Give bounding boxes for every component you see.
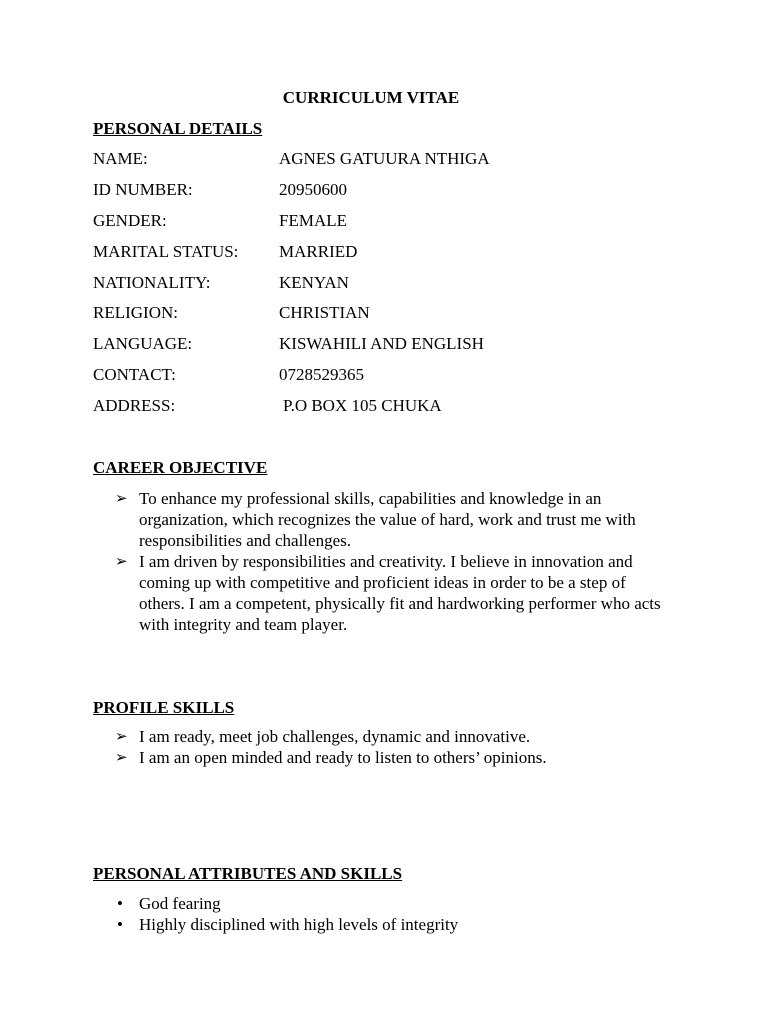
personal-attributes-list [115, 893, 675, 935]
arrow-bullet-icon: ➢ [115, 727, 128, 745]
list-item [115, 551, 675, 635]
list-item [115, 893, 675, 914]
name-value: AGNES GATUURA NTHIGA [279, 149, 490, 168]
language-value: KISWAHILI AND ENGLISH [279, 334, 484, 353]
id-number-value: 20950600 [279, 180, 347, 199]
list-item [115, 747, 675, 768]
document-title: CURRICULUM VITAE [282, 88, 460, 107]
profile-skills-list [115, 726, 675, 768]
personal-attributes-heading: PERSONAL ATTRIBUTES AND SKILLS [93, 864, 403, 883]
nationality-value: KENYAN [279, 273, 349, 292]
nationality-label: NATIONALITY: [93, 273, 211, 292]
gender-value: FEMALE [279, 211, 347, 230]
list-item [115, 488, 675, 551]
career-objective-heading: CAREER OBJECTIVE [93, 458, 268, 477]
marital-status-label: MARITAL STATUS: [93, 242, 239, 261]
language-label: LANGUAGE: [93, 334, 193, 353]
name-label: NAME: [93, 149, 148, 168]
career-objective-text: I am driven by responsibilities and creativity. I believe in innovation and coming up with competitive and proficient ideas in order to be a step of others. I am a competent, physically fit and hardworking performer who acts with integrity and team player. [139, 552, 661, 634]
career-objective-list [115, 488, 675, 635]
id-number-label: ID NUMBER: [93, 180, 193, 199]
personal-details-heading: PERSONAL DETAILS [93, 119, 263, 138]
list-item [115, 914, 675, 935]
career-objective-text: To enhance my professional skills, capabilities and knowledge in an organization, which recognizes the value of hard, work and trust me with responsibilities and challenges. [139, 489, 636, 550]
arrow-bullet-icon: ➢ [115, 489, 128, 507]
profile-skill-text: I am an open minded and ready to listen to others’ opinions. [139, 748, 547, 767]
contact-label: CONTACT: [93, 365, 176, 384]
attribute-text: God fearing [139, 894, 221, 913]
address-label: ADDRESS: [93, 396, 176, 415]
marital-status-value: MARRIED [279, 242, 358, 261]
contact-value: 0728529365 [279, 365, 364, 384]
dot-bullet-icon: • [117, 915, 123, 934]
religion-value: CHRISTIAN [279, 303, 370, 322]
religion-label: RELIGION: [93, 303, 178, 322]
arrow-bullet-icon: ➢ [115, 552, 128, 570]
attribute-text: Highly disciplined with high levels of integrity [139, 915, 459, 934]
list-item [115, 726, 675, 747]
arrow-bullet-icon: ➢ [115, 748, 128, 766]
profile-skills-heading: PROFILE SKILLS [93, 698, 235, 717]
profile-skill-text: I am ready, meet job challenges, dynamic and innovative. [139, 727, 531, 746]
address-value: P.O BOX 105 CHUKA [283, 396, 442, 415]
dot-bullet-icon: • [117, 894, 123, 913]
gender-label: GENDER: [93, 211, 167, 230]
